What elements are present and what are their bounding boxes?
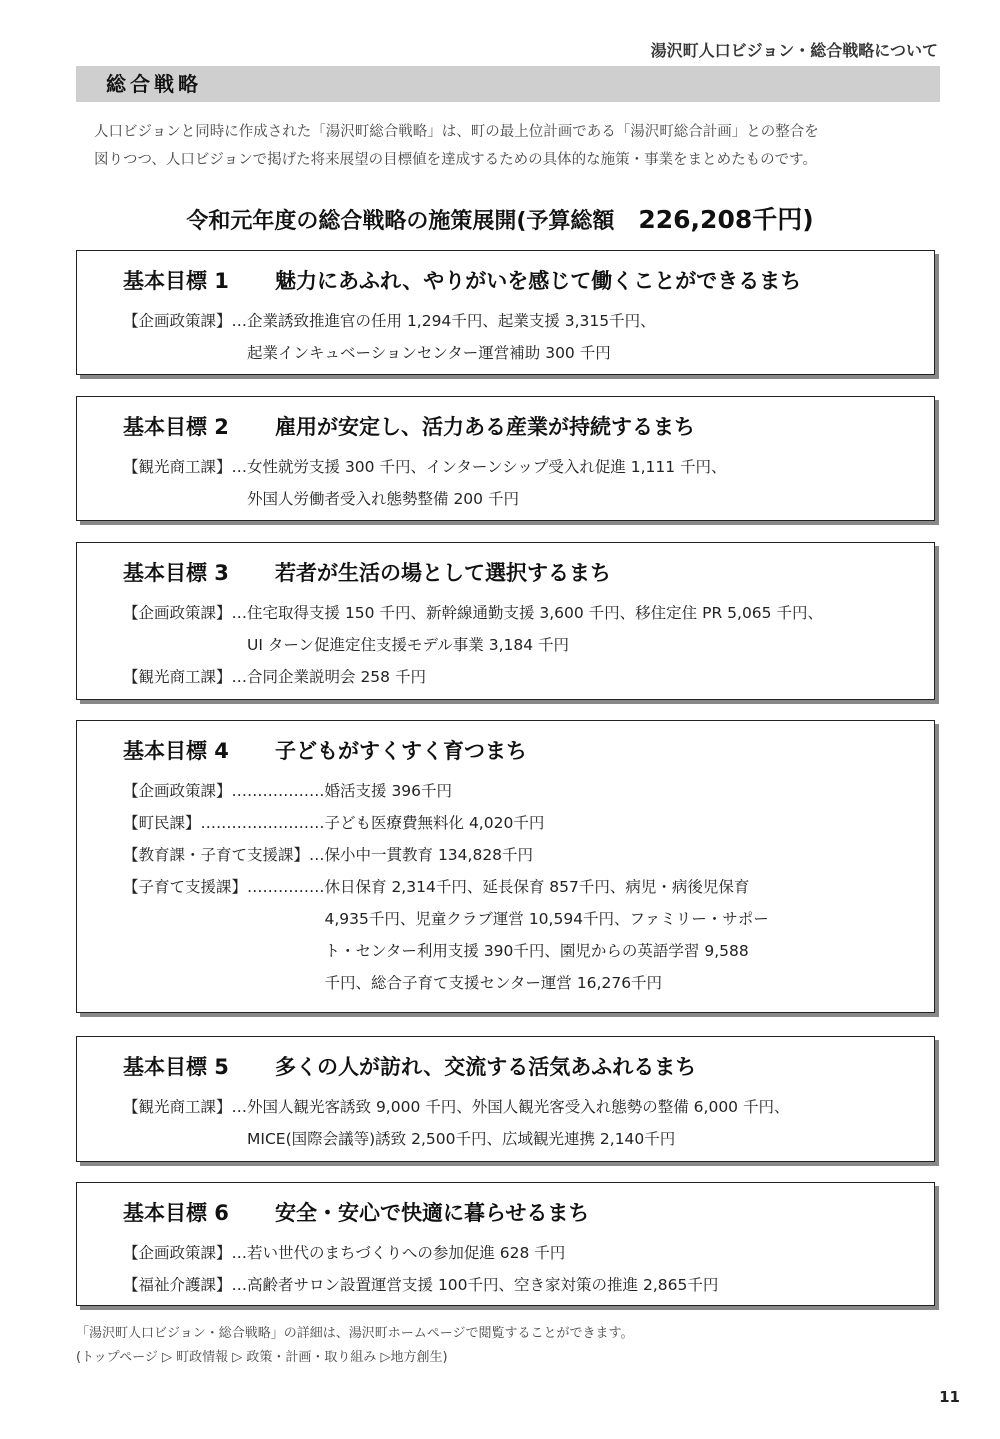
goal-item: [123, 597, 924, 661]
footer-note: [76, 1322, 633, 1370]
goal-item: [123, 1269, 924, 1301]
goal-number: 基本目標 2: [123, 415, 229, 439]
goal-item: [123, 451, 924, 515]
department: 【企画政策課】………………: [123, 782, 325, 800]
department: 【町民課】……………………: [123, 814, 325, 832]
goal-name: 安全・安心で快適に暮らせるまち: [275, 1201, 590, 1225]
item-content: [247, 1269, 924, 1301]
goal-title: [123, 557, 924, 587]
department: 【福祉介護課】…: [123, 1276, 248, 1294]
goal-box-4: [76, 720, 935, 1013]
goal-number: 基本目標 1: [123, 269, 229, 293]
item-content: [325, 839, 924, 871]
goal-number: 基本目標 6: [123, 1201, 229, 1225]
goal-number: 基本目標 4: [123, 739, 229, 763]
item-line: UI ターン促進定住支援モデル事業 3,184 千円: [247, 636, 570, 654]
section-title: 総合戦略: [76, 66, 940, 102]
department: 【観光商工課】…: [123, 668, 248, 686]
item-line: 企業誘致推進官の任用 1,294千円、起業支援 3,315千円、: [247, 312, 656, 330]
goal-title: [123, 1051, 924, 1081]
budget-amount: 226,208千円): [638, 205, 814, 234]
footer-note-line: (トップページ ▷ 町政情報 ▷ 政策・計画・取り組み ▷地方創生): [76, 1350, 448, 1365]
department: 【企画政策課】…: [123, 312, 248, 330]
budget-title-text: 令和元年度の総合戦略の施策展開(予算総額: [186, 209, 615, 234]
intro-paragraph: [76, 118, 946, 174]
item-line: 女性就労支援 300 千円、インターンシップ受入れ促進 1,111 千円、: [247, 458, 727, 476]
department: 【教育課・子育て支援課】…: [123, 846, 325, 864]
goal-box-5: [76, 1036, 935, 1162]
department: 【観光商工課】…: [123, 1098, 248, 1116]
item-content: [247, 661, 924, 693]
item-content: [325, 871, 924, 999]
item-line: 婚活支援 396千円: [324, 782, 453, 800]
budget-title: [0, 200, 1000, 236]
goal-item: [123, 1091, 924, 1155]
department: 【子育て支援課】……………: [123, 878, 325, 896]
goal-title: [123, 265, 924, 295]
item-content: [247, 1091, 924, 1155]
item-line: ト・センター利用支援 390千円、園児からの英語学習 9,588: [324, 942, 749, 960]
item-content: [247, 305, 924, 369]
goal-box-1: [76, 250, 935, 375]
item-line: 千円、総合子育て支援センター運営 16,276千円: [324, 974, 663, 992]
item-content: [247, 451, 924, 515]
goal-name: 魅力にあふれ、やりがいを感じて働くことができるまち: [275, 269, 802, 293]
item-line: 保小中一貫教育 134,828千円: [324, 846, 534, 864]
item-line: 休日保育 2,314千円、延長保育 857千円、病児・病後児保育: [324, 878, 750, 896]
goal-item: [123, 1237, 924, 1269]
goal-box-6: [76, 1182, 935, 1306]
item-line: 合同企業説明会 258 千円: [247, 668, 426, 686]
goal-item: [123, 807, 924, 839]
goal-name: 雇用が安定し、活力ある産業が持続するまち: [275, 415, 695, 439]
page-number: 11: [939, 1388, 960, 1406]
item-line: 起業インキュベーションセンター運営補助 300 千円: [247, 344, 611, 362]
goal-item: [123, 775, 924, 807]
intro-line: 人口ビジョンと同時に作成された「湯沢町総合戦略」は、町の最上位計画である「湯沢町総合計画」との整合を: [94, 124, 819, 140]
item-content: [247, 597, 924, 661]
intro-line: 図りつつ、人口ビジョンで掲げた将来展望の目標値を達成するための具体的な施策・事業をまとめたものです。: [94, 152, 817, 168]
item-line: 若い世代のまちづくりへの参加促進 628 千円: [247, 1244, 566, 1262]
item-line: 外国人労働者受入れ態勢整備 200 千円: [247, 490, 519, 508]
department: 【企画政策課】…: [123, 1244, 248, 1262]
goal-number: 基本目標 3: [123, 561, 229, 585]
item-line: 住宅取得支援 150 千円、新幹線通勤支援 3,600 千円、移住定住 PR 5,065 千円、: [247, 604, 823, 622]
goal-title: [123, 1197, 924, 1227]
item-content: [247, 1237, 924, 1269]
footer-note-line: 「湯沢町人口ビジョン・総合戦略」の詳細は、湯沢町ホームページで閲覧することができます。: [76, 1326, 634, 1341]
item-line: 外国人観光客誘致 9,000 千円、外国人観光客受入れ態勢の整備 6,000 千円、: [247, 1098, 790, 1116]
goal-box-2: [76, 396, 935, 521]
item-content: [325, 775, 924, 807]
goal-number: 基本目標 5: [123, 1055, 229, 1079]
goal-item: [123, 661, 924, 693]
goal-name: 多くの人が訪れ、交流する活気あふれるまち: [275, 1055, 697, 1079]
item-content: [325, 807, 924, 839]
department: 【企画政策課】…: [123, 604, 248, 622]
goal-item: [123, 305, 924, 369]
goal-title: [123, 735, 924, 765]
item-line: 高齢者サロン設置運営支援 100千円、空き家対策の推進 2,865千円: [247, 1276, 719, 1294]
goal-box-3: [76, 542, 935, 700]
running-header: 湯沢町人口ビジョン・総合戦略について: [650, 41, 938, 60]
goal-item: [123, 839, 924, 871]
goal-name: 若者が生活の場として選択するまち: [275, 561, 611, 585]
item-line: MICE(国際会議等)誘致 2,500千円、広域観光連携 2,140千円: [247, 1130, 676, 1148]
goal-name: 子どもがすくすく育つまち: [275, 739, 527, 763]
department: 【観光商工課】…: [123, 458, 248, 476]
item-line: 4,935千円、児童クラブ運営 10,594千円、ファミリー・サポー: [324, 910, 769, 928]
goal-item: [123, 871, 924, 999]
item-line: 子ども医療費無料化 4,020千円: [324, 814, 545, 832]
goal-title: [123, 411, 924, 441]
